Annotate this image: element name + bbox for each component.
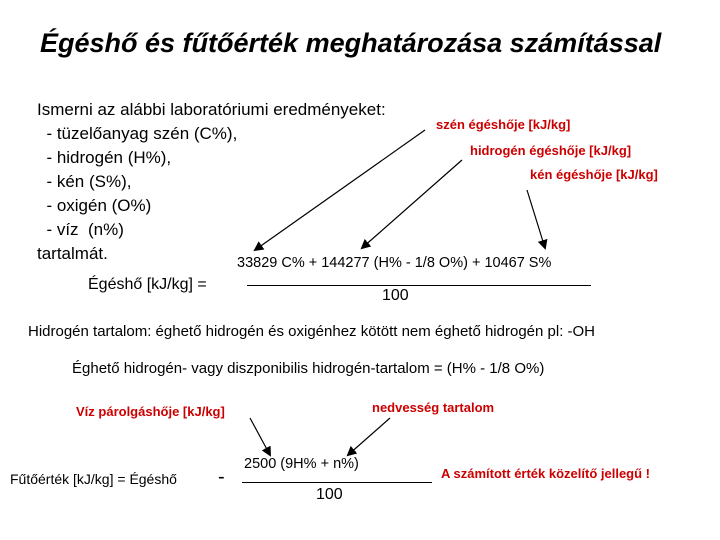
net-heat-denominator: 100 [316,486,343,503]
intro-item: - víz (n%) [37,220,124,239]
page-title: Égéshő és fűtőérték meghatározása számítással [40,28,662,58]
moisture-arrow [348,418,390,455]
minus-sign: - [218,466,225,488]
available-hydrogen-note: Éghető hidrogén- vagy diszponibilis hidrogén-tartalom = (H% - 1/8 O%) [72,360,545,377]
intro-item: - kén (S%), [37,172,132,191]
carbon-arrow [255,130,425,250]
intro-item: - hidrogén (H%), [37,148,172,167]
moisture-label: nedvesség tartalom [372,400,495,415]
net-heat-numerator: 2500 (9H% + n%) [244,456,359,472]
carbon-heat-label: szén égéshője [kJ/kg] [436,117,571,132]
hydrogen-heat-label: hidrogén égéshője [kJ/kg] [470,143,632,158]
intro-item: - tüzelőanyag szén (C%), [37,124,238,143]
net-heat-fraction-line [242,482,432,483]
water-heat-arrow [250,418,270,455]
gross-heat-numerator: 33829 C% + 144277 (H% - 1/8 O%) + 10467 S% [237,255,552,271]
intro-footer: tartalmát. [37,244,108,263]
sulfur-heat-label: kén égéshője [kJ/kg] [530,167,658,182]
intro-item: - oxigén (O%) [37,196,152,215]
gross-heat-denominator: 100 [382,287,409,304]
gross-heat-fraction-line [247,285,591,286]
hydrogen-content-note: Hidrogén tartalom: éghető hidrogén és oxigénhez kötött nem éghető hidrogén pl: -OH [28,323,596,340]
intro-heading: Ismerni az alábbi laboratóriumi eredményeket: [37,100,386,119]
sulfur-arrow [527,190,545,248]
net-heat-lhs: Fűtőérték [kJ/kg] = Égéshő [10,471,177,487]
gross-heat-lhs: Égéshő [kJ/kg] = [88,276,207,293]
approximation-warning: A számított érték közelítő jellegű ! [441,466,651,481]
hydrogen-arrow [362,160,462,248]
water-heat-label: Víz párolgáshője [kJ/kg] [76,404,225,419]
